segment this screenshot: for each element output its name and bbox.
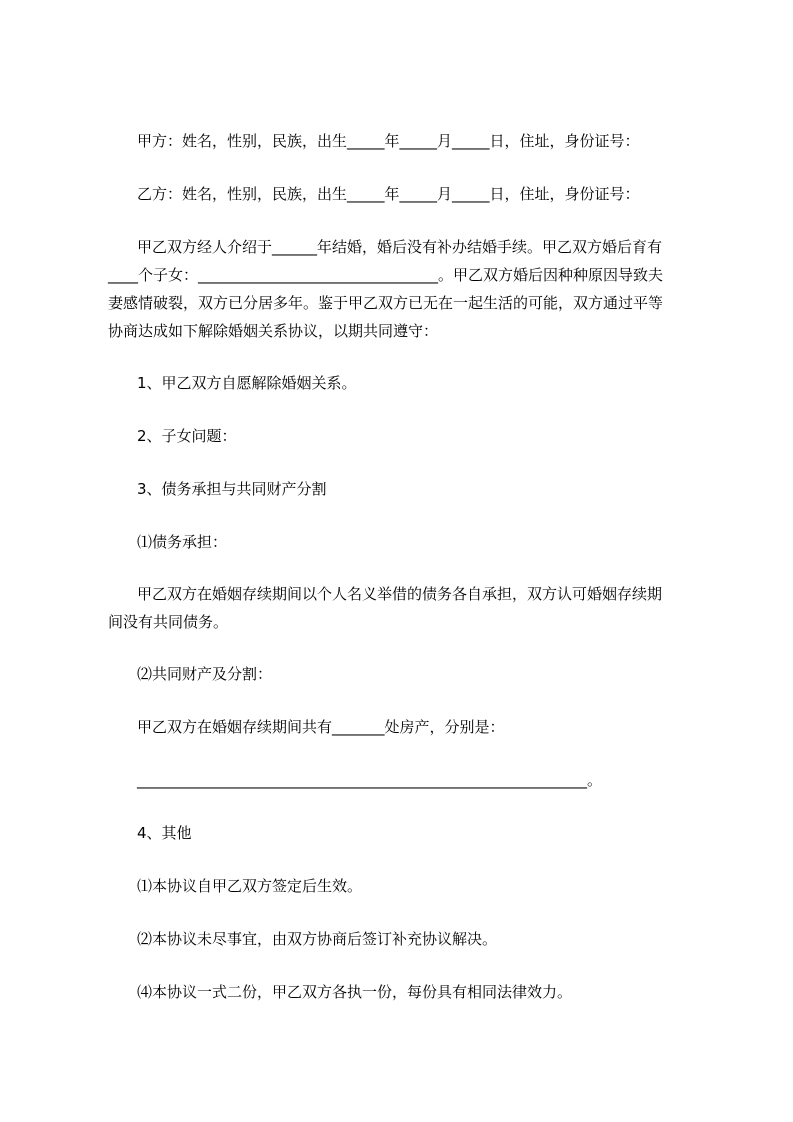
clause-4: 4、其他: [137, 824, 192, 842]
intro-line-1: 甲乙双方经人介绍于______年结婚，婚后没有补办结婚手续。甲乙双方婚后育有: [137, 238, 663, 256]
party-b-line: 乙方：姓名，性别，民族，出生_____年_____月_____日，住址，身份证号：: [137, 185, 640, 203]
clause-3-1-body-line-1: 甲乙双方在婚姻存续期间以个人名义举借的债务各自承担，双方认可婚姻存续期: [137, 585, 663, 603]
clause-1: 1、甲乙双方自愿解除婚姻关系。: [137, 374, 357, 392]
intro-line-3: 妻感情破裂，双方已分居多年。鉴于甲乙双方已无在一起生活的可能，双方通过平等: [108, 294, 664, 312]
intro-line-4: 协商达成如下解除婚姻关系协议，以期共同遵守：: [108, 322, 439, 340]
clause-4-4: ⑷本协议一式二份，甲乙双方各执一份，每份具有相同法律效力。: [137, 983, 573, 1001]
intro-line-2: ____个子女：________________________________。甲乙双方婚后因种种原因导致夫: [108, 266, 664, 284]
clause-3: 3、债务承担与共同财产分割: [137, 480, 327, 498]
party-a-line: 甲方：姓名，性别，民族，出生_____年_____月_____日，住址，身份证号：: [137, 132, 640, 150]
clause-2: 2、子女问题：: [137, 427, 237, 445]
clause-3-2-blank: ____________________________________________________________。: [137, 771, 603, 789]
clause-3-1-title: ⑴债务承担：: [137, 533, 228, 551]
clause-4-1: ⑴本协议自甲乙双方签定后生效。: [137, 877, 363, 895]
clause-4-2: ⑵本协议未尽事宜，由双方协商后签订补充协议解决。: [137, 930, 498, 948]
clause-3-2-title: ⑵共同财产及分割：: [137, 665, 273, 683]
clause-3-1-body-line-2: 间没有共同债务。: [108, 613, 229, 631]
clause-3-2-body: 甲乙双方在婚姻存续期间共有_______处房产，分别是：: [137, 718, 505, 736]
